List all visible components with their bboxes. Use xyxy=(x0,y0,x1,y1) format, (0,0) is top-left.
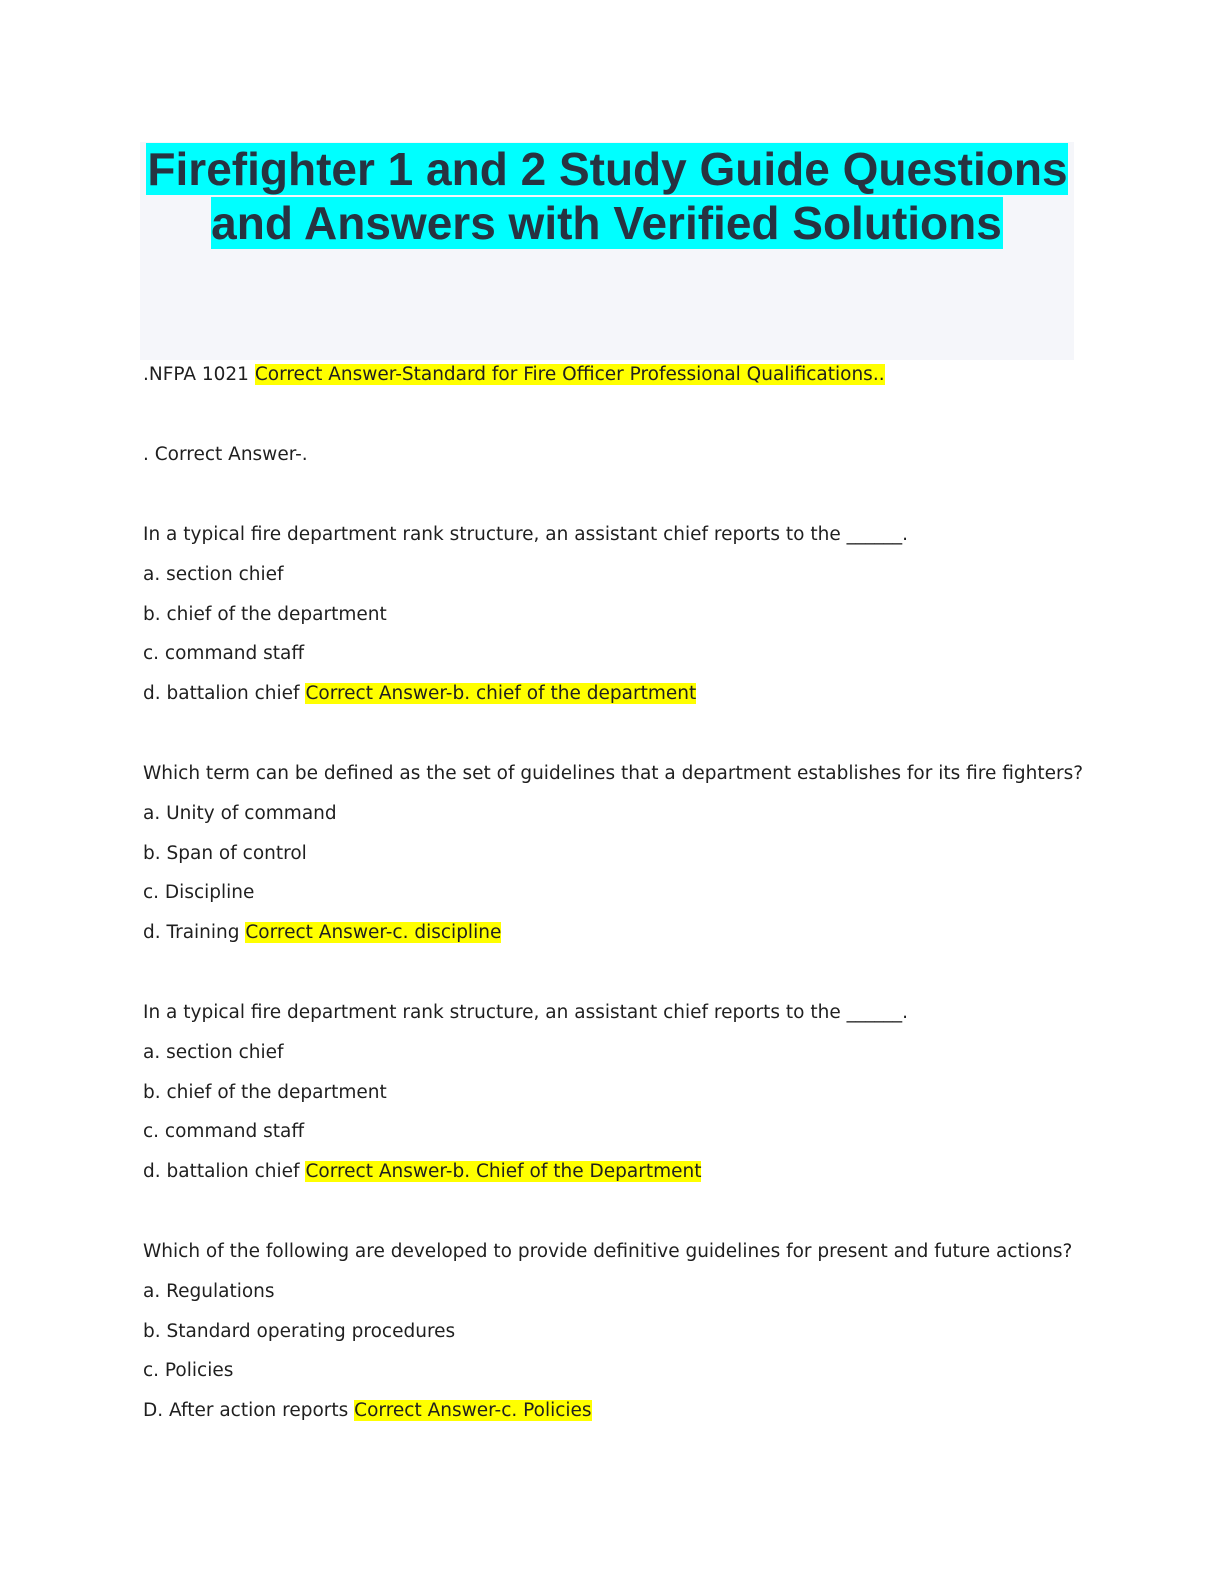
text-line xyxy=(143,880,254,906)
text-line xyxy=(143,1080,387,1106)
line-text: a. Unity of command xyxy=(143,802,337,824)
text-line xyxy=(143,761,1083,787)
line-text: D. After action reports xyxy=(143,1400,355,1422)
line-text: In a typical fire department rank structure, an assistant chief reports to the ______. xyxy=(143,524,909,545)
text-line xyxy=(143,1040,284,1066)
text-line xyxy=(143,1279,275,1305)
line-text: d. Training xyxy=(143,922,246,944)
text-line xyxy=(143,681,696,707)
title-text: Firefighter 1 and 2 Study Guide Questions and Answers with Verified Solutions xyxy=(147,143,1068,249)
line-text: c. Discipline xyxy=(143,882,255,904)
text-line xyxy=(143,1358,233,1384)
line-text: a. Regulations xyxy=(143,1280,275,1302)
correct-answer-highlight: Correct Answer-b. chief of the department xyxy=(305,683,697,705)
text-line xyxy=(143,1159,701,1185)
line-text: Which of the following are developed to provide definitive guidelines for present and future actions? xyxy=(143,1241,1073,1262)
text-line xyxy=(143,1398,592,1424)
line-text: c. Policies xyxy=(143,1360,234,1382)
text-line xyxy=(143,442,308,468)
text-line xyxy=(143,1000,908,1026)
correct-answer-highlight: Correct Answer-c. Policies xyxy=(354,1400,592,1422)
text-line xyxy=(143,920,501,946)
line-text: d. battalion chief xyxy=(143,1161,306,1183)
line-text: b. chief of the department xyxy=(143,603,387,625)
line-text: d. battalion chief xyxy=(143,683,306,705)
text-line xyxy=(143,1319,455,1345)
text-line xyxy=(143,362,885,388)
correct-answer-highlight: Correct Answer-Standard for Fire Officer Professional Qualifications.. xyxy=(254,364,885,385)
line-text: In a typical fire department rank structure, an assistant chief reports to the ______. xyxy=(143,1002,909,1023)
text-line xyxy=(143,1239,1072,1265)
text-line xyxy=(143,801,337,827)
line-text: c. command staff xyxy=(143,643,305,665)
line-text: .NFPA 1021 xyxy=(143,364,255,385)
line-text: c. command staff xyxy=(143,1121,305,1143)
document-title xyxy=(140,142,1074,250)
correct-answer-highlight: Correct Answer-c. discipline xyxy=(245,922,502,944)
line-text: b. Standard operating procedures xyxy=(143,1320,456,1342)
text-line xyxy=(143,562,284,588)
line-text: . Correct Answer-. xyxy=(143,444,308,465)
text-line xyxy=(143,602,387,628)
line-text: a. section chief xyxy=(143,1041,284,1063)
line-text: b. chief of the department xyxy=(143,1081,387,1103)
text-line xyxy=(143,1119,304,1145)
text-line xyxy=(143,522,908,548)
correct-answer-highlight: Correct Answer-b. Chief of the Department xyxy=(305,1161,702,1183)
line-text: b. Span of control xyxy=(143,842,307,864)
line-text: a. section chief xyxy=(143,563,284,585)
text-line xyxy=(143,841,307,867)
text-line xyxy=(143,641,304,667)
line-text: Which term can be defined as the set of guidelines that a department establishes for its fire fighters? xyxy=(143,763,1084,784)
